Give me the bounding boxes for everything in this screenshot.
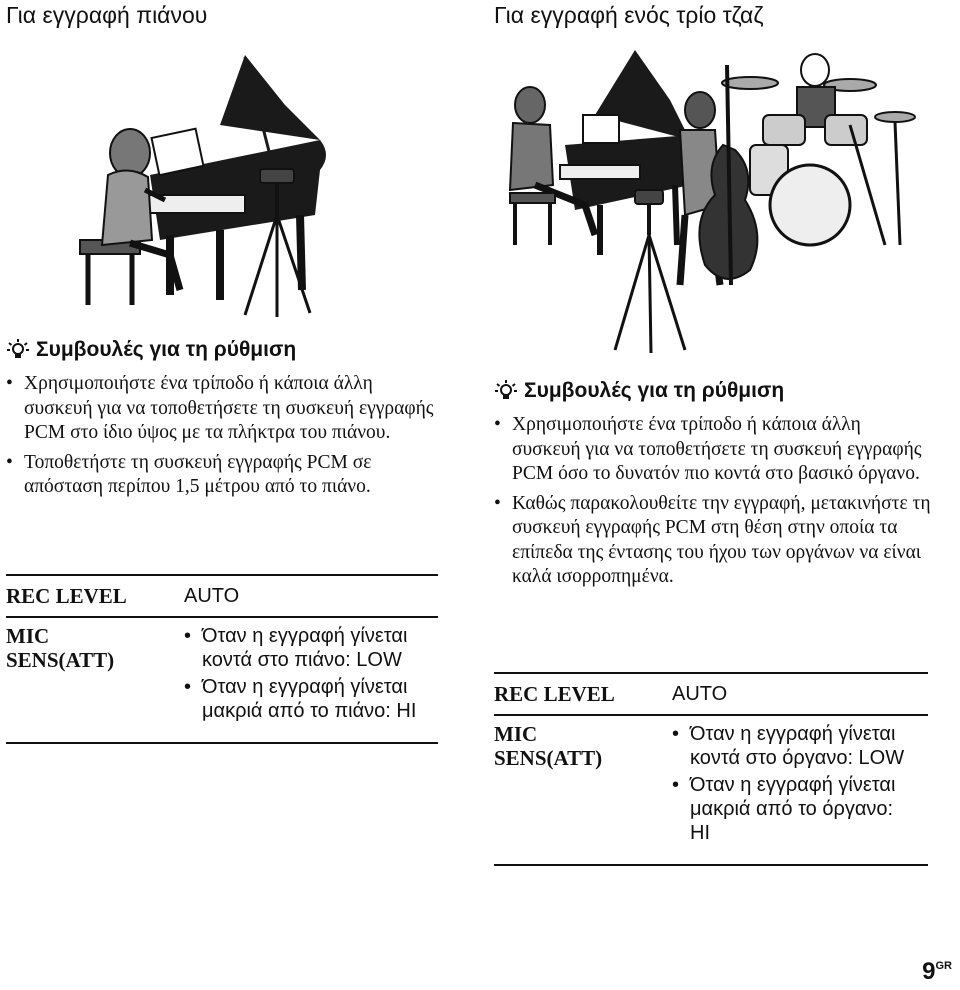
list-item: • Χρησιμοποιήστε ένα τρίποδο ή κάποια άλλη συσκευή για να τοποθετήσετε τη συσκευή εγγραφής PCM όσο το δυνατόν πιο κοντά στο βασικό όργανο. — [494, 413, 934, 487]
table-row — [6, 576, 438, 616]
left-column-title: Για εγγραφή πιάνου — [6, 2, 208, 28]
lightbulb-icon — [6, 338, 30, 362]
right-tips-title: Συμβουλές για τη ρύθμιση — [524, 379, 785, 402]
mic-sens-label: MIC SENS(ATT) — [494, 722, 603, 770]
page-number-suffix: GR — [935, 960, 952, 972]
rec-level-label: REC LEVEL — [494, 682, 615, 706]
left-settings-table — [6, 574, 438, 744]
list-item: • Καθώς παρακολουθείτε την εγγραφή, μετακινήστε τη συσκευή εγγραφής PCM στη θέση στην οποία τα επίπεδα της έντασης του ήχου των οργάνων να είναι καλά ισορροπημένα. — [494, 492, 934, 590]
mic-sens-values — [672, 722, 917, 848]
table-row — [6, 616, 438, 742]
lightbulb-icon — [494, 379, 518, 403]
list-item: • Χρησιμοποιήστε ένα τρίποδο ή κάποια άλλη συσκευή για να τοποθετήσετε τη συσκευή εγγραφής PCM στο ίδιο ύψος με τα πλήκτρα του πιάνου. — [6, 372, 436, 446]
rec-level-label: REC LEVEL — [6, 584, 127, 608]
left-tips-heading — [6, 338, 296, 362]
list-item: • Όταν η εγγραφή γίνεται μακριά από το πιάνο: HI — [184, 675, 424, 723]
piano-recording-illustration — [70, 45, 450, 325]
page-number: $9^{GR}$ — [922, 958, 952, 985]
left-tips-title: Συμβουλές για τη ρύθμιση — [36, 338, 297, 361]
list-item: • Όταν η εγγραφή γίνεται μακριά από το όργανο: HI — [672, 773, 917, 845]
rec-level-value: AUTO — [672, 683, 728, 705]
right-tips-heading — [494, 379, 784, 403]
left-tips-list — [6, 372, 436, 505]
mic-sens-label: MIC SENS(ATT) — [6, 624, 115, 672]
mic-sens-values — [184, 624, 424, 726]
table-row — [494, 714, 928, 864]
right-settings-table — [494, 672, 928, 866]
list-item: • Όταν η εγγραφή γίνεται κοντά στο όργανο: LOW — [672, 722, 917, 770]
jazz-trio-illustration — [505, 45, 925, 365]
rec-level-value: AUTO — [184, 585, 240, 607]
table-row — [494, 674, 928, 714]
right-column-title: Για εγγραφή ενός τρίο τζαζ — [494, 2, 764, 28]
right-tips-list — [494, 413, 934, 595]
list-item: • Όταν η εγγραφή γίνεται κοντά στο πιάνο: LOW — [184, 624, 424, 672]
list-item: • Τοποθετήστε τη συσκευή εγγραφής PCM σε απόσταση περίπου 1,5 μέτρου από το πιάνο. — [6, 451, 436, 500]
